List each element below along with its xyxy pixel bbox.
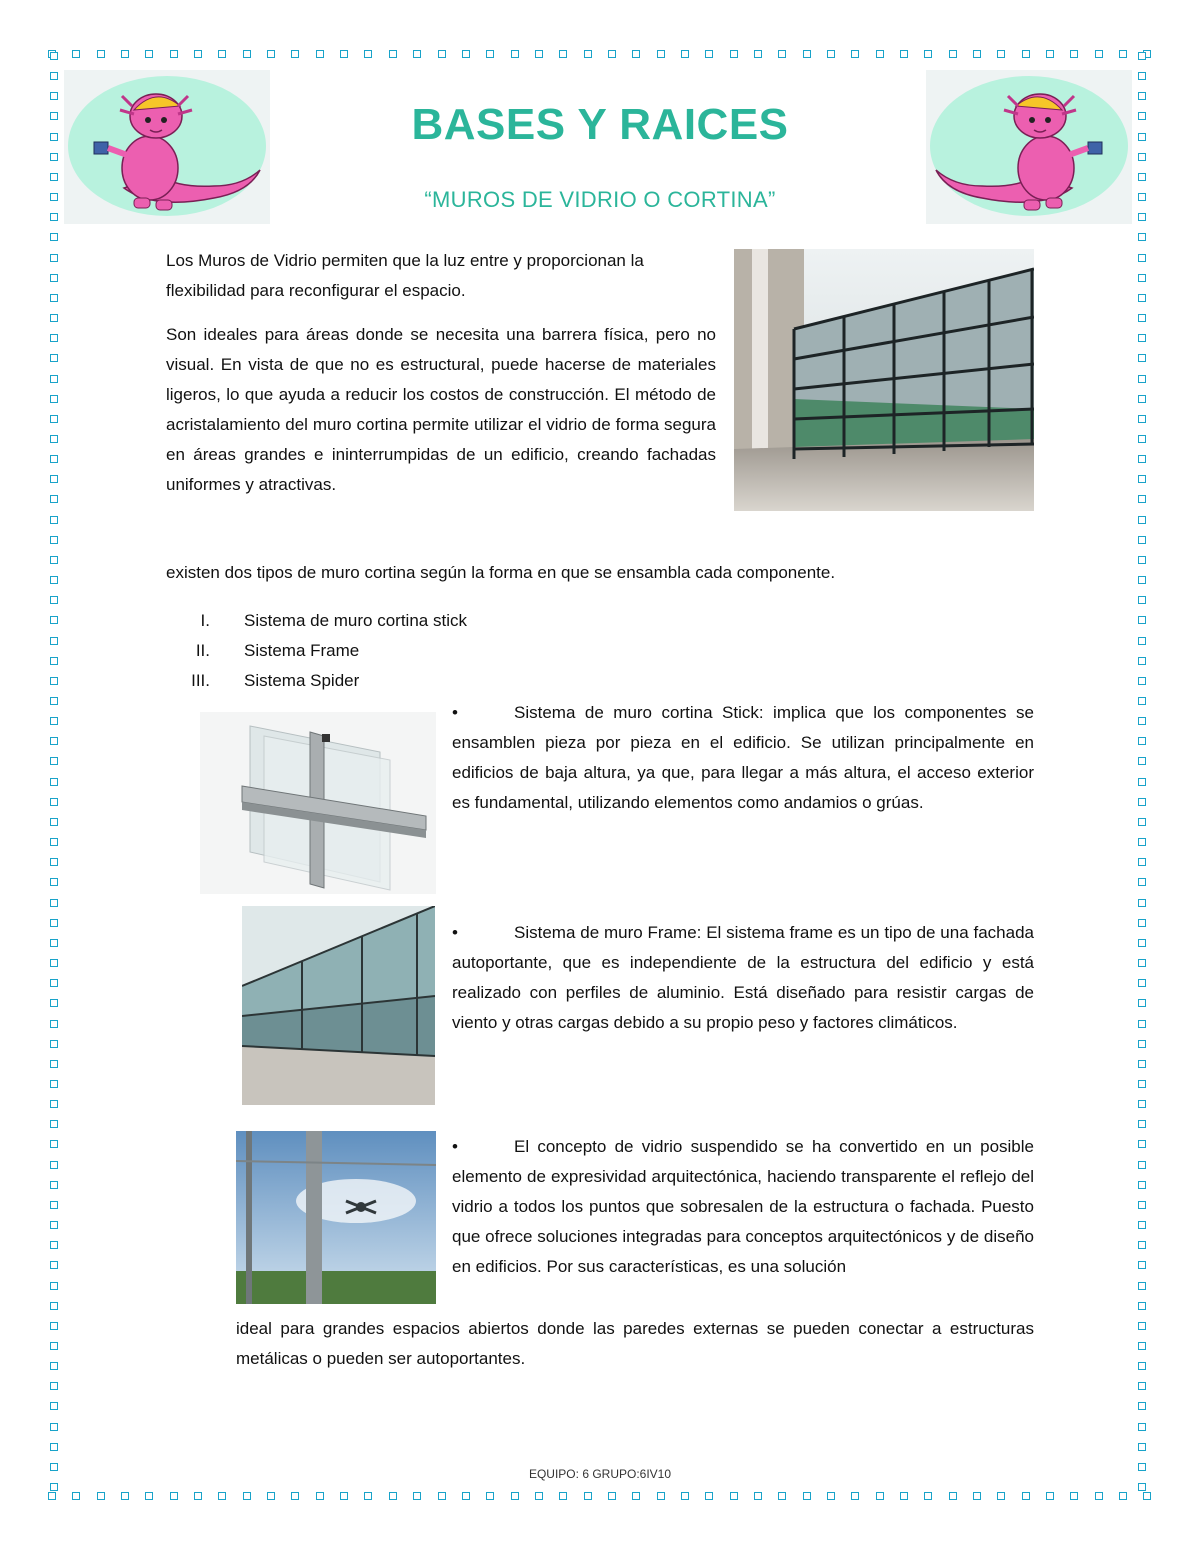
border-square — [121, 1492, 129, 1500]
mascot-logo-left — [64, 70, 270, 224]
bullet-icon: • — [452, 703, 458, 722]
border-square — [997, 1492, 1005, 1500]
list-item-number: III. — [191, 671, 210, 690]
border-square — [50, 133, 58, 141]
border-square — [1138, 919, 1146, 927]
border-square — [50, 1201, 58, 1209]
border-square — [50, 294, 58, 302]
border-square — [949, 50, 957, 58]
mascot-logo-right — [926, 70, 1132, 224]
border-square — [584, 50, 592, 58]
border-square — [389, 50, 397, 58]
border-square — [50, 1302, 58, 1310]
border-square — [1138, 939, 1146, 947]
list-item — [170, 666, 467, 696]
border-square — [1138, 153, 1146, 161]
types-intro: existen dos tipos de muro cortina según la forma en que se ensambla cada componente. — [166, 563, 836, 582]
border-square — [50, 657, 58, 665]
border-square — [243, 1492, 251, 1500]
border-square — [1138, 1362, 1146, 1370]
border-square — [50, 1282, 58, 1290]
border-square — [50, 979, 58, 987]
border-square — [705, 1492, 713, 1500]
border-square — [50, 576, 58, 584]
page-subtitle: “MUROS DE VIDRIO O CORTINA” — [424, 187, 776, 212]
border-square — [584, 1492, 592, 1500]
border-square — [267, 1492, 275, 1500]
border-square — [50, 999, 58, 1007]
border-square — [1138, 455, 1146, 463]
stick-system-description: Sistema de muro cortina Stick: implica que los componentes se ensamblen pieza por pieza en el edificio. Se utilizan principalmente en edificios de baja altura, ya que, para llegar a más altura, el acceso exterior es fundamental, utilizando elementos como andamios o grúas. — [452, 703, 1034, 812]
border-square — [50, 1443, 58, 1451]
border-square — [1138, 536, 1146, 544]
border-square — [1138, 395, 1146, 403]
border-square — [1138, 1402, 1146, 1410]
border-square — [50, 677, 58, 685]
border-square — [1138, 878, 1146, 886]
border-square — [1070, 50, 1078, 58]
border-square — [50, 1342, 58, 1350]
border-square — [1138, 516, 1146, 524]
list-item-number: I. — [200, 611, 210, 630]
border-square — [50, 334, 58, 342]
border-square — [1143, 1492, 1151, 1500]
border-square — [291, 50, 299, 58]
border-square — [681, 50, 689, 58]
border-square — [924, 50, 932, 58]
border-square — [876, 50, 884, 58]
border-square — [900, 50, 908, 58]
border-square — [50, 1040, 58, 1048]
border-square — [1138, 233, 1146, 241]
border-square — [1138, 415, 1146, 423]
border-square — [50, 697, 58, 705]
border-square — [50, 939, 58, 947]
border-square — [50, 375, 58, 383]
border-square — [949, 1492, 957, 1500]
border-square — [1138, 999, 1146, 1007]
border-square — [1138, 435, 1146, 443]
border-square — [705, 50, 713, 58]
border-square — [243, 50, 251, 58]
border-square — [50, 556, 58, 564]
border-square — [267, 50, 275, 58]
border-square — [851, 1492, 859, 1500]
border-square — [72, 1492, 80, 1500]
border-bottom — [48, 1492, 1152, 1504]
border-square — [413, 1492, 421, 1500]
list-item — [170, 636, 467, 666]
border-square — [50, 778, 58, 786]
border-square — [50, 415, 58, 423]
border-square — [97, 50, 105, 58]
border-square — [1046, 50, 1054, 58]
border-square — [50, 354, 58, 362]
border-square — [535, 1492, 543, 1500]
border-square — [50, 153, 58, 161]
border-square — [50, 274, 58, 282]
border-square — [50, 899, 58, 907]
border-square — [1138, 1040, 1146, 1048]
border-square — [50, 395, 58, 403]
border-square — [50, 52, 58, 60]
border-square — [1022, 1492, 1030, 1500]
border-square — [1138, 314, 1146, 322]
border-square — [438, 1492, 446, 1500]
border-square — [50, 1261, 58, 1269]
border-square — [1138, 1282, 1146, 1290]
border-square — [535, 50, 543, 58]
border-square — [1138, 1201, 1146, 1209]
border-square — [1138, 798, 1146, 806]
border-square — [632, 1492, 640, 1500]
border-square — [364, 50, 372, 58]
border-square — [50, 757, 58, 765]
border-square — [827, 50, 835, 58]
border-square — [50, 254, 58, 262]
footer-team-group: EQUIPO: 6 GRUPO:6IV10 — [528, 1467, 672, 1481]
border-square — [486, 50, 494, 58]
border-square — [50, 314, 58, 322]
border-square — [1138, 475, 1146, 483]
border-square — [1138, 495, 1146, 503]
border-square — [50, 637, 58, 645]
border-square — [50, 1241, 58, 1249]
border-square — [50, 878, 58, 886]
spider-system-photo — [236, 1131, 436, 1304]
border-square — [50, 233, 58, 241]
border-square — [1138, 616, 1146, 624]
border-square — [1138, 173, 1146, 181]
border-square — [50, 1120, 58, 1128]
spider-system-description: El concepto de vidrio suspendido se ha convertido en un posible elemento de expresividad arquitectónica, haciendo transparente el reflejo del vidrio a todos los puntos que sobresalen de la estructura o fachada. Puesto que ofrece soluciones integradas para conceptos arquitectónicos y de diseño en edificios. Por sus características, es una solución — [452, 1137, 1034, 1276]
border-square — [1138, 838, 1146, 846]
border-square — [97, 1492, 105, 1500]
border-square — [1138, 274, 1146, 282]
stick-system-text — [452, 698, 1034, 818]
border-square — [145, 1492, 153, 1500]
border-square — [50, 1181, 58, 1189]
border-square — [778, 1492, 786, 1500]
border-square — [1138, 979, 1146, 987]
border-square — [50, 72, 58, 80]
border-square — [50, 173, 58, 181]
border-square — [1138, 677, 1146, 685]
border-square — [608, 1492, 616, 1500]
frame-system-description: Sistema de muro Frame: El sistema frame es un tipo de una fachada autoportante, que es independiente de la estructura del edificio y está realizado con perfiles de aluminio. Está diseñado para resistir cargas de viento y otras cargas debido a su propio peso y factores climáticos. — [452, 923, 1034, 1032]
border-square — [1138, 556, 1146, 564]
border-square — [340, 1492, 348, 1500]
border-square — [50, 112, 58, 120]
border-square — [50, 919, 58, 927]
border-square — [1138, 1302, 1146, 1310]
border-square — [778, 50, 786, 58]
border-square — [1138, 959, 1146, 967]
border-square — [1138, 717, 1146, 725]
border-square — [50, 1423, 58, 1431]
border-square — [1138, 1221, 1146, 1229]
border-square — [170, 1492, 178, 1500]
border-square — [218, 50, 226, 58]
bullet-icon: • — [452, 1137, 458, 1156]
border-square — [50, 1402, 58, 1410]
border-square — [730, 1492, 738, 1500]
border-square — [50, 1483, 58, 1491]
page-title: BASES Y RAICES — [411, 100, 789, 149]
border-square — [50, 1100, 58, 1108]
border-square — [50, 455, 58, 463]
border-square — [50, 435, 58, 443]
border-square — [511, 1492, 519, 1500]
border-square — [316, 1492, 324, 1500]
border-square — [1022, 50, 1030, 58]
border-square — [876, 1492, 884, 1500]
spider-system-continuation: ideal para grandes espacios abiertos donde las paredes externas se pueden conectar a estructuras metálicas o pueden ser autoportantes. — [236, 1319, 1034, 1368]
border-square — [50, 1322, 58, 1330]
border-square — [973, 50, 981, 58]
border-square — [657, 1492, 665, 1500]
border-square — [1138, 1342, 1146, 1350]
border-square — [50, 193, 58, 201]
border-square — [1138, 354, 1146, 362]
border-square — [657, 50, 665, 58]
spider-system-text — [452, 1132, 1034, 1282]
curtain-wall-interior-photo — [734, 249, 1034, 511]
border-square — [851, 50, 859, 58]
list-item-label: Sistema de muro cortina stick — [244, 611, 467, 630]
border-square — [1138, 1382, 1146, 1390]
border-square — [50, 1060, 58, 1068]
border-square — [1138, 596, 1146, 604]
border-square — [340, 50, 348, 58]
border-square — [50, 737, 58, 745]
border-square — [730, 50, 738, 58]
border-square — [1138, 334, 1146, 342]
border-square — [194, 1492, 202, 1500]
border-square — [170, 50, 178, 58]
border-square — [364, 1492, 372, 1500]
border-square — [1138, 193, 1146, 201]
border-square — [924, 1492, 932, 1500]
border-left — [50, 52, 62, 1492]
intro-paragraph-2: Son ideales para áreas donde se necesita una barrera física, pero no visual. En vista de que no es estructural, puede hacerse de materiales ligeros, lo que ayuda a reducir los costos de construcción. El método de acristalamiento del muro cortina permite utilizar el vidrio de forma segura en áreas grandes e ininterrumpidas de un edificio, creando fachadas uniformes y atractivas. — [166, 325, 716, 494]
border-square — [1095, 1492, 1103, 1500]
intro-text — [166, 246, 716, 500]
border-square — [1138, 858, 1146, 866]
border-square — [50, 616, 58, 624]
border-square — [1046, 1492, 1054, 1500]
border-square — [1070, 1492, 1078, 1500]
border-square — [50, 1382, 58, 1390]
border-square — [1138, 112, 1146, 120]
border-square — [50, 818, 58, 826]
border-square — [1138, 697, 1146, 705]
border-square — [754, 50, 762, 58]
border-square — [1138, 899, 1146, 907]
border-square — [50, 495, 58, 503]
border-square — [316, 50, 324, 58]
border-square — [1138, 254, 1146, 262]
border-square — [72, 50, 80, 58]
border-square — [1138, 737, 1146, 745]
intro-paragraph-1: Los Muros de Vidrio permiten que la luz entre y proporcionan la flexibilidad para reconfigurar el espacio. — [166, 251, 644, 300]
border-square — [218, 1492, 226, 1500]
border-square — [754, 1492, 762, 1500]
border-square — [1138, 576, 1146, 584]
border-square — [632, 50, 640, 58]
border-square — [50, 475, 58, 483]
border-square — [1138, 1423, 1146, 1431]
border-square — [1138, 778, 1146, 786]
border-square — [973, 1492, 981, 1500]
border-square — [1138, 133, 1146, 141]
border-square — [48, 1492, 56, 1500]
border-square — [1138, 1060, 1146, 1068]
border-square — [608, 50, 616, 58]
list-item-label: Sistema Frame — [244, 641, 360, 660]
border-square — [1138, 1241, 1146, 1249]
border-square — [194, 50, 202, 58]
border-square — [50, 596, 58, 604]
border-square — [291, 1492, 299, 1500]
border-square — [1138, 657, 1146, 665]
border-square — [559, 50, 567, 58]
border-square — [1119, 50, 1127, 58]
border-square — [827, 1492, 835, 1500]
border-square — [50, 1221, 58, 1229]
border-square — [50, 1080, 58, 1088]
border-square — [559, 1492, 567, 1500]
border-square — [1138, 1483, 1146, 1491]
border-square — [1138, 637, 1146, 645]
list-item — [170, 606, 467, 636]
border-square — [50, 536, 58, 544]
border-square — [803, 50, 811, 58]
frame-system-photo — [242, 906, 435, 1105]
border-square — [1138, 375, 1146, 383]
border-square — [1138, 1120, 1146, 1128]
border-square — [1138, 1161, 1146, 1169]
list-item-label: Sistema Spider — [244, 671, 360, 690]
border-square — [1138, 757, 1146, 765]
border-square — [50, 838, 58, 846]
border-square — [389, 1492, 397, 1500]
border-square — [1138, 1181, 1146, 1189]
border-square — [511, 50, 519, 58]
border-top — [48, 50, 1152, 62]
border-square — [50, 516, 58, 524]
stick-system-photo — [200, 712, 436, 894]
border-square — [50, 858, 58, 866]
border-square — [50, 1140, 58, 1148]
border-square — [1138, 72, 1146, 80]
border-square — [1138, 294, 1146, 302]
border-square — [50, 1161, 58, 1169]
border-square — [50, 92, 58, 100]
border-square — [1138, 52, 1146, 60]
border-right — [1138, 52, 1150, 1492]
border-square — [438, 50, 446, 58]
border-square — [1138, 1100, 1146, 1108]
border-square — [1138, 818, 1146, 826]
border-square — [803, 1492, 811, 1500]
border-square — [50, 798, 58, 806]
list-item-number: II. — [195, 641, 210, 660]
border-square — [1138, 1020, 1146, 1028]
border-square — [997, 50, 1005, 58]
border-square — [462, 1492, 470, 1500]
border-square — [486, 1492, 494, 1500]
border-square — [462, 50, 470, 58]
border-square — [50, 717, 58, 725]
border-square — [1138, 92, 1146, 100]
border-square — [145, 50, 153, 58]
border-square — [1138, 1140, 1146, 1148]
border-square — [681, 1492, 689, 1500]
border-square — [1138, 1080, 1146, 1088]
border-square — [413, 50, 421, 58]
border-square — [1138, 1443, 1146, 1451]
border-square — [121, 50, 129, 58]
types-list — [170, 606, 467, 696]
border-square — [1119, 1492, 1127, 1500]
border-square — [50, 959, 58, 967]
border-square — [1138, 1261, 1146, 1269]
border-square — [900, 1492, 908, 1500]
frame-system-text — [452, 918, 1034, 1038]
border-square — [1138, 213, 1146, 221]
border-square — [1095, 50, 1103, 58]
border-square — [50, 1020, 58, 1028]
bullet-icon: • — [452, 923, 458, 942]
border-square — [1138, 1322, 1146, 1330]
border-square — [50, 1362, 58, 1370]
border-square — [50, 213, 58, 221]
